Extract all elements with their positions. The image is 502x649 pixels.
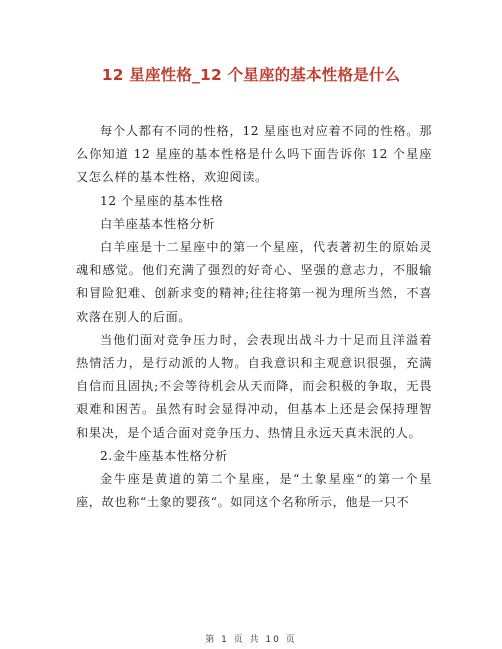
aries-paragraph-2: 当他们面对竞争压力时，会表现出战斗力十足而且洋溢着热情活力，是行动派的人物。自我意识和主观意识很强，充满自信而且固执;不会等待机会从天而降，而会积极的争取，无畏艰难和困苦。虽然有时会显得冲动，但基本上还是会保持理智和果决，是个适合面对竞争压力、热情且永远天真未泯的人。 [76, 332, 432, 440]
document-body [76, 120, 432, 514]
aries-paragraph-1: 白羊座是十二星座中的第一个星座，代表著初生的原始灵魂和感觉。他们充满了强烈的好奇心、坚强的意志力，不服输和冒险犯难、创新求变的精神;往往将第一视为理所当然，不喜欢落在别人的后面。 [76, 240, 432, 324]
subsection-heading-taurus: 2.金牛座基本性格分析 [100, 448, 228, 463]
intro-paragraph: 每个人都有不同的性格，12 星座也对应着不同的性格。那么你知道 12 星座的基本性格是什么吗下面告诉你 12 个星座又怎么样的基本性格，欢迎阅读。 [76, 124, 432, 185]
page-footer: 第 1 页 共 10 页 [205, 635, 297, 645]
subsection-heading-aries: 白羊座基本性格分析 [100, 216, 216, 231]
document-title: 12 星座性格_12 个星座的基本性格是什么 [101, 66, 401, 84]
section-heading: 12 个星座的基本性格 [100, 193, 224, 208]
taurus-paragraph-1: 金牛座是黄道的第二个星座，是“土象星座“的第一个星座，故也称“土象的婴孩“。如同这个名称所示，他是一只不 [76, 472, 432, 510]
